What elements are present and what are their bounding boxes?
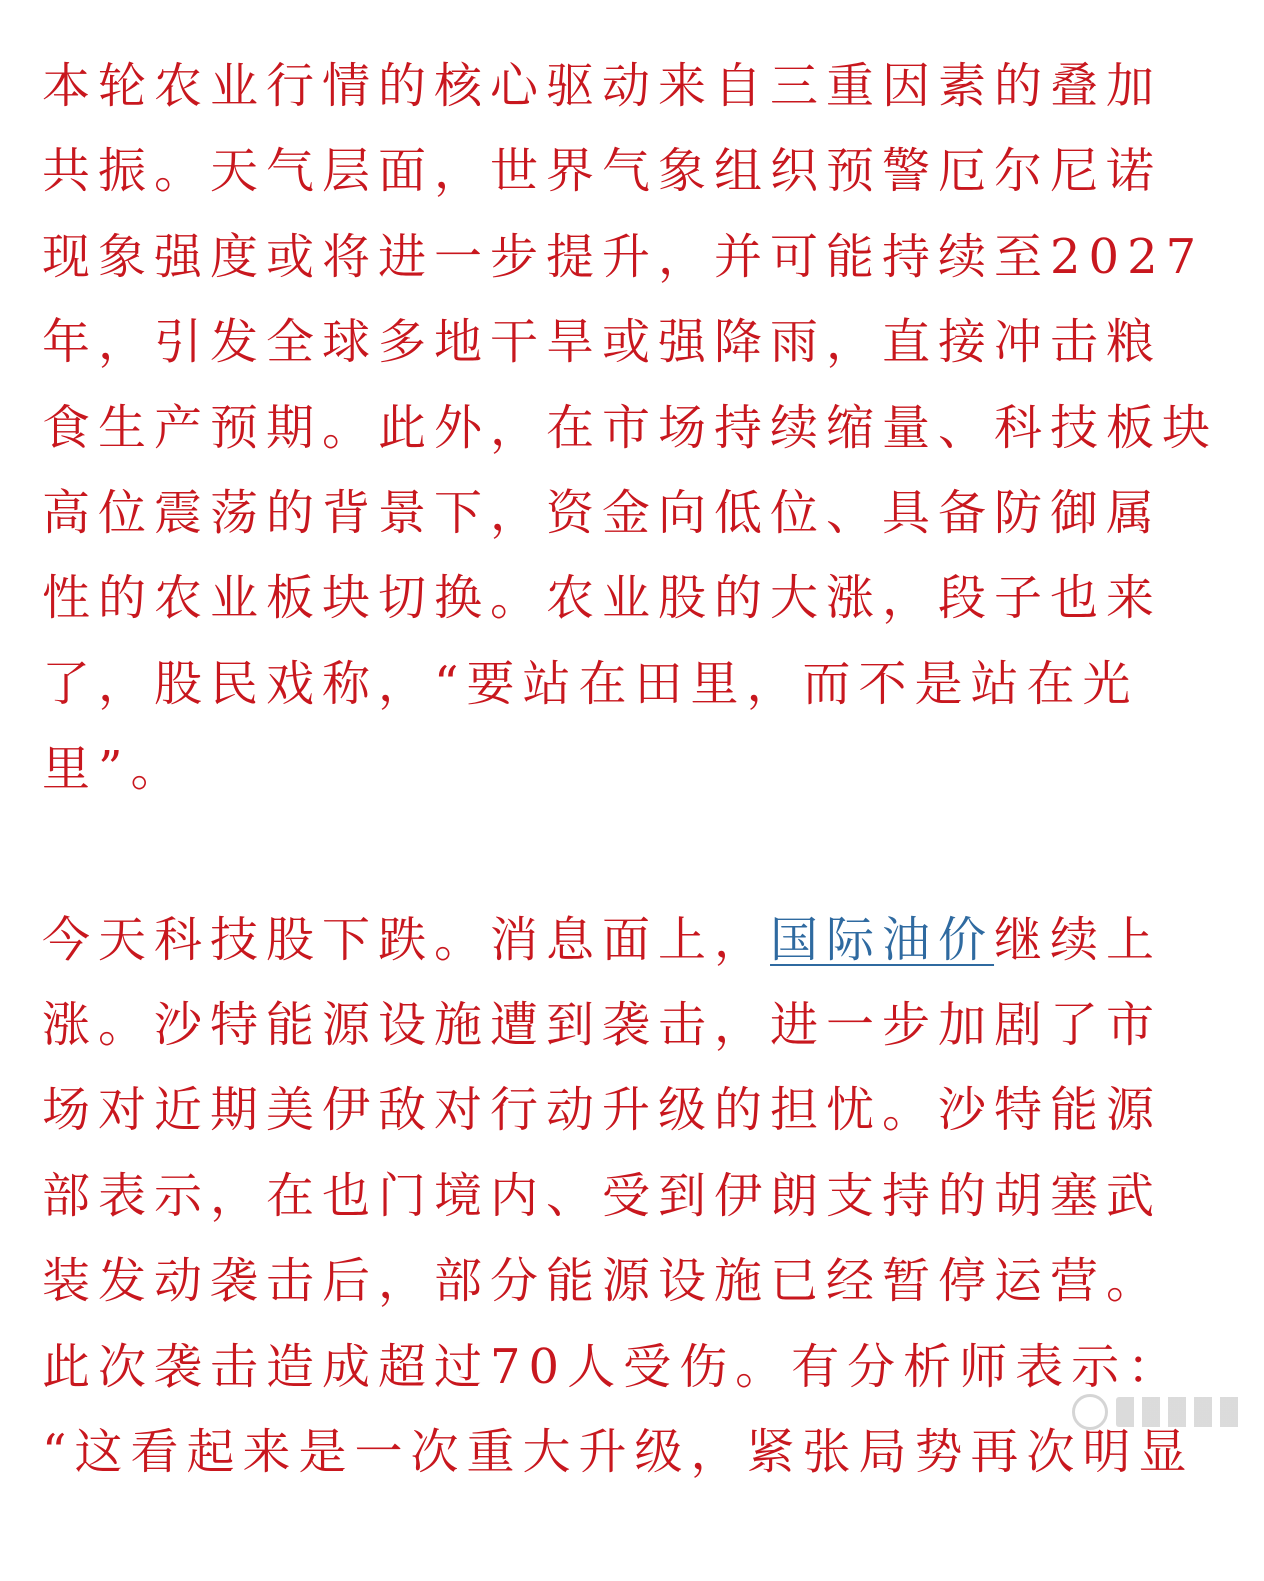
watermark (1072, 1385, 1242, 1439)
watermark-text (1116, 1397, 1242, 1427)
watermark-logo-icon (1072, 1394, 1108, 1430)
text-line: 共振。天气层面，世界气象组织预警厄尔尼诺 (42, 143, 1163, 200)
text-line: 高位震荡的背景下，资金向低位、具备防御属 (42, 485, 1163, 542)
text-line: 食生产预期。此外，在市场持续缩量、科技板块 (42, 399, 1219, 456)
paragraph-agriculture (42, 44, 1232, 813)
oil-price-link[interactable]: 国际油价 (770, 911, 995, 968)
text-line: “这看起来是一次重大升级，紧张局势再次明显 (42, 1424, 1195, 1481)
text-line: 涨。沙特能源设施遭到袭击，进一步加剧了市 (42, 997, 1163, 1054)
text-line: 部表示，在也门境内、受到伊朗支持的胡塞武 (42, 1167, 1163, 1224)
text-line: 场对近期美伊敌对行动升级的担忧。沙特能源 (42, 1082, 1163, 1139)
text-line-end: 继续上 (994, 911, 1163, 968)
text-line: 年，引发全球多地干旱或强降雨，直接冲击粮 (42, 314, 1163, 371)
text-line: 本轮农业行情的核心驱动来自三重因素的叠加 (42, 58, 1163, 114)
text-line: 装发动袭击后，部分能源设施已经暂停运营。 (42, 1253, 1163, 1310)
text-line: 了，股民戏称，“要站在田里，而不是站在光里”。 (42, 655, 1139, 798)
text-line-start: 今天科技股下跌。消息面上， (42, 911, 771, 968)
text-line: 性的农业板块切换。农业股的大涨，段子也来 (42, 570, 1163, 627)
text-line: 此次袭击造成超过70人受伤。有分析师表示： (42, 1338, 1184, 1395)
text-line: 现象强度或将进一步提升，并可能持续至2027 (42, 228, 1205, 285)
paragraph-tech-stocks (42, 898, 1232, 1496)
article-body (42, 44, 1232, 1581)
